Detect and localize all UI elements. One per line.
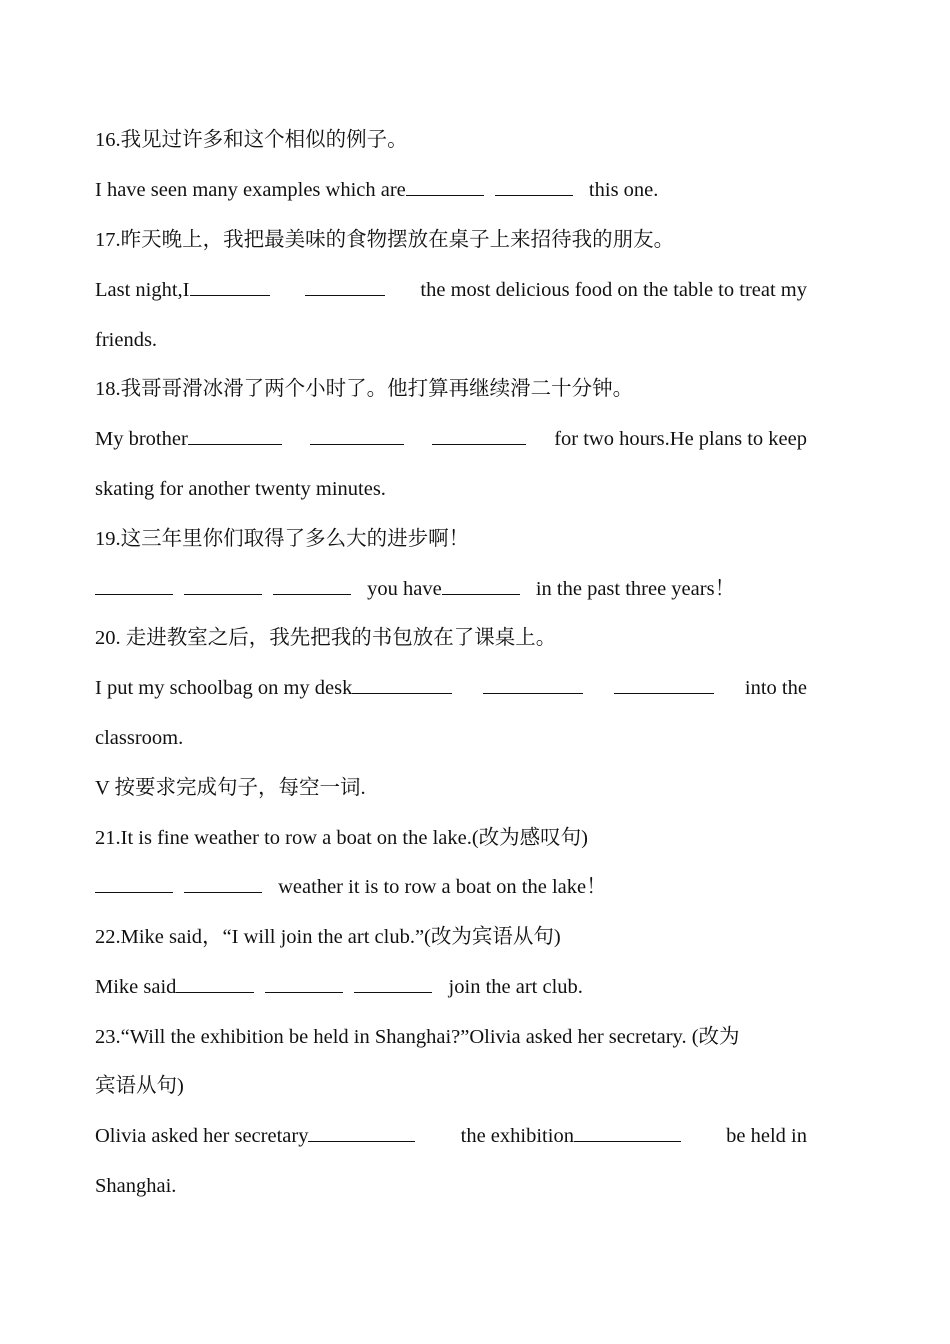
q16-english bbox=[95, 177, 658, 203]
answer-blank[interactable] bbox=[95, 576, 173, 595]
q23-prompt-cont: 宾语从句) bbox=[95, 1075, 184, 1097]
q18-text-b: for two hours.He plans to keep bbox=[554, 428, 807, 450]
q16-text-a: I have seen many examples which are bbox=[95, 179, 406, 201]
answer-blank[interactable] bbox=[310, 426, 404, 445]
q23-text-a: Olivia asked her secretary bbox=[95, 1125, 309, 1147]
q17-english-cont: friends. bbox=[95, 329, 158, 351]
answer-blank[interactable] bbox=[354, 974, 432, 993]
answer-blank[interactable] bbox=[614, 675, 714, 694]
q19-text-a: you have bbox=[367, 578, 442, 600]
q20-english bbox=[95, 675, 807, 701]
answer-blank[interactable] bbox=[190, 277, 270, 296]
q18-english-cont: skating for another twenty minutes. bbox=[95, 478, 386, 500]
q22-text-b: join the art club. bbox=[448, 976, 583, 998]
q22-text-a: Mike said bbox=[95, 976, 177, 998]
answer-blank[interactable] bbox=[184, 874, 262, 893]
answer-blank[interactable] bbox=[273, 576, 351, 595]
answer-blank[interactable] bbox=[406, 177, 484, 196]
answer-blank[interactable] bbox=[574, 1123, 681, 1142]
q23-text-b: the exhibition bbox=[460, 1125, 574, 1147]
q23-prompt: 23.“Will the exhibition be held in Shanghai?”Olivia asked her secretary. (改为 bbox=[95, 1026, 740, 1048]
q23-english bbox=[95, 1123, 807, 1149]
q16-text-b: this one. bbox=[588, 179, 659, 201]
q18-english bbox=[95, 426, 807, 452]
answer-blank[interactable] bbox=[184, 576, 262, 595]
q18-chinese: 18.我哥哥滑冰滑了两个小时了。他打算再继续滑二十分钟。 bbox=[95, 378, 634, 400]
q20-chinese: 20. 走进教室之后，我先把我的书包放在了课桌上。 bbox=[95, 627, 557, 649]
answer-blank[interactable] bbox=[95, 874, 173, 893]
q21-english bbox=[95, 874, 607, 900]
q18-text-a: My brother bbox=[95, 428, 188, 450]
answer-blank[interactable] bbox=[176, 974, 254, 993]
q17-text-a: Last night,I bbox=[95, 279, 190, 301]
answer-blank[interactable] bbox=[265, 974, 343, 993]
answer-blank[interactable] bbox=[305, 277, 385, 296]
q20-text-b: into the bbox=[744, 677, 807, 699]
answer-blank[interactable] bbox=[308, 1123, 415, 1142]
section-v-heading: V 按要求完成句子，每空一词. bbox=[95, 777, 366, 799]
q17-chinese: 17.昨天晚上，我把最美味的食物摆放在桌子上来招待我的朋友。 bbox=[95, 229, 675, 251]
q21-text-a: weather it is to row a boat on the lake！ bbox=[278, 876, 607, 898]
q20-text-a: I put my schoolbag on my desk bbox=[95, 677, 353, 699]
q22-prompt: 22.Mike said，“I will join the art club.”(改为宾语从句) bbox=[95, 926, 561, 948]
q21-prompt: 21.It is fine weather to row a boat on the lake.(改为感叹句) bbox=[95, 827, 589, 849]
answer-blank[interactable] bbox=[442, 576, 520, 595]
q20-english-cont: classroom. bbox=[95, 727, 184, 749]
q22-english bbox=[95, 974, 583, 1000]
q19-chinese: 19.这三年里你们取得了多么大的进步啊！ bbox=[95, 528, 470, 550]
answer-blank[interactable] bbox=[495, 177, 573, 196]
answer-blank[interactable] bbox=[352, 675, 452, 694]
answer-blank[interactable] bbox=[432, 426, 526, 445]
q23-text-c: be held in bbox=[726, 1125, 807, 1147]
answer-blank[interactable] bbox=[188, 426, 282, 445]
q23-english-cont: Shanghai. bbox=[95, 1175, 177, 1197]
q19-text-b: in the past three years！ bbox=[535, 578, 736, 600]
q17-english bbox=[95, 277, 807, 303]
q17-text-b: the most delicious food on the table to treat my bbox=[420, 279, 807, 301]
q16-chinese: 16.我见过许多和这个相似的例子。 bbox=[95, 129, 408, 151]
answer-blank[interactable] bbox=[483, 675, 583, 694]
q19-english bbox=[95, 576, 735, 602]
